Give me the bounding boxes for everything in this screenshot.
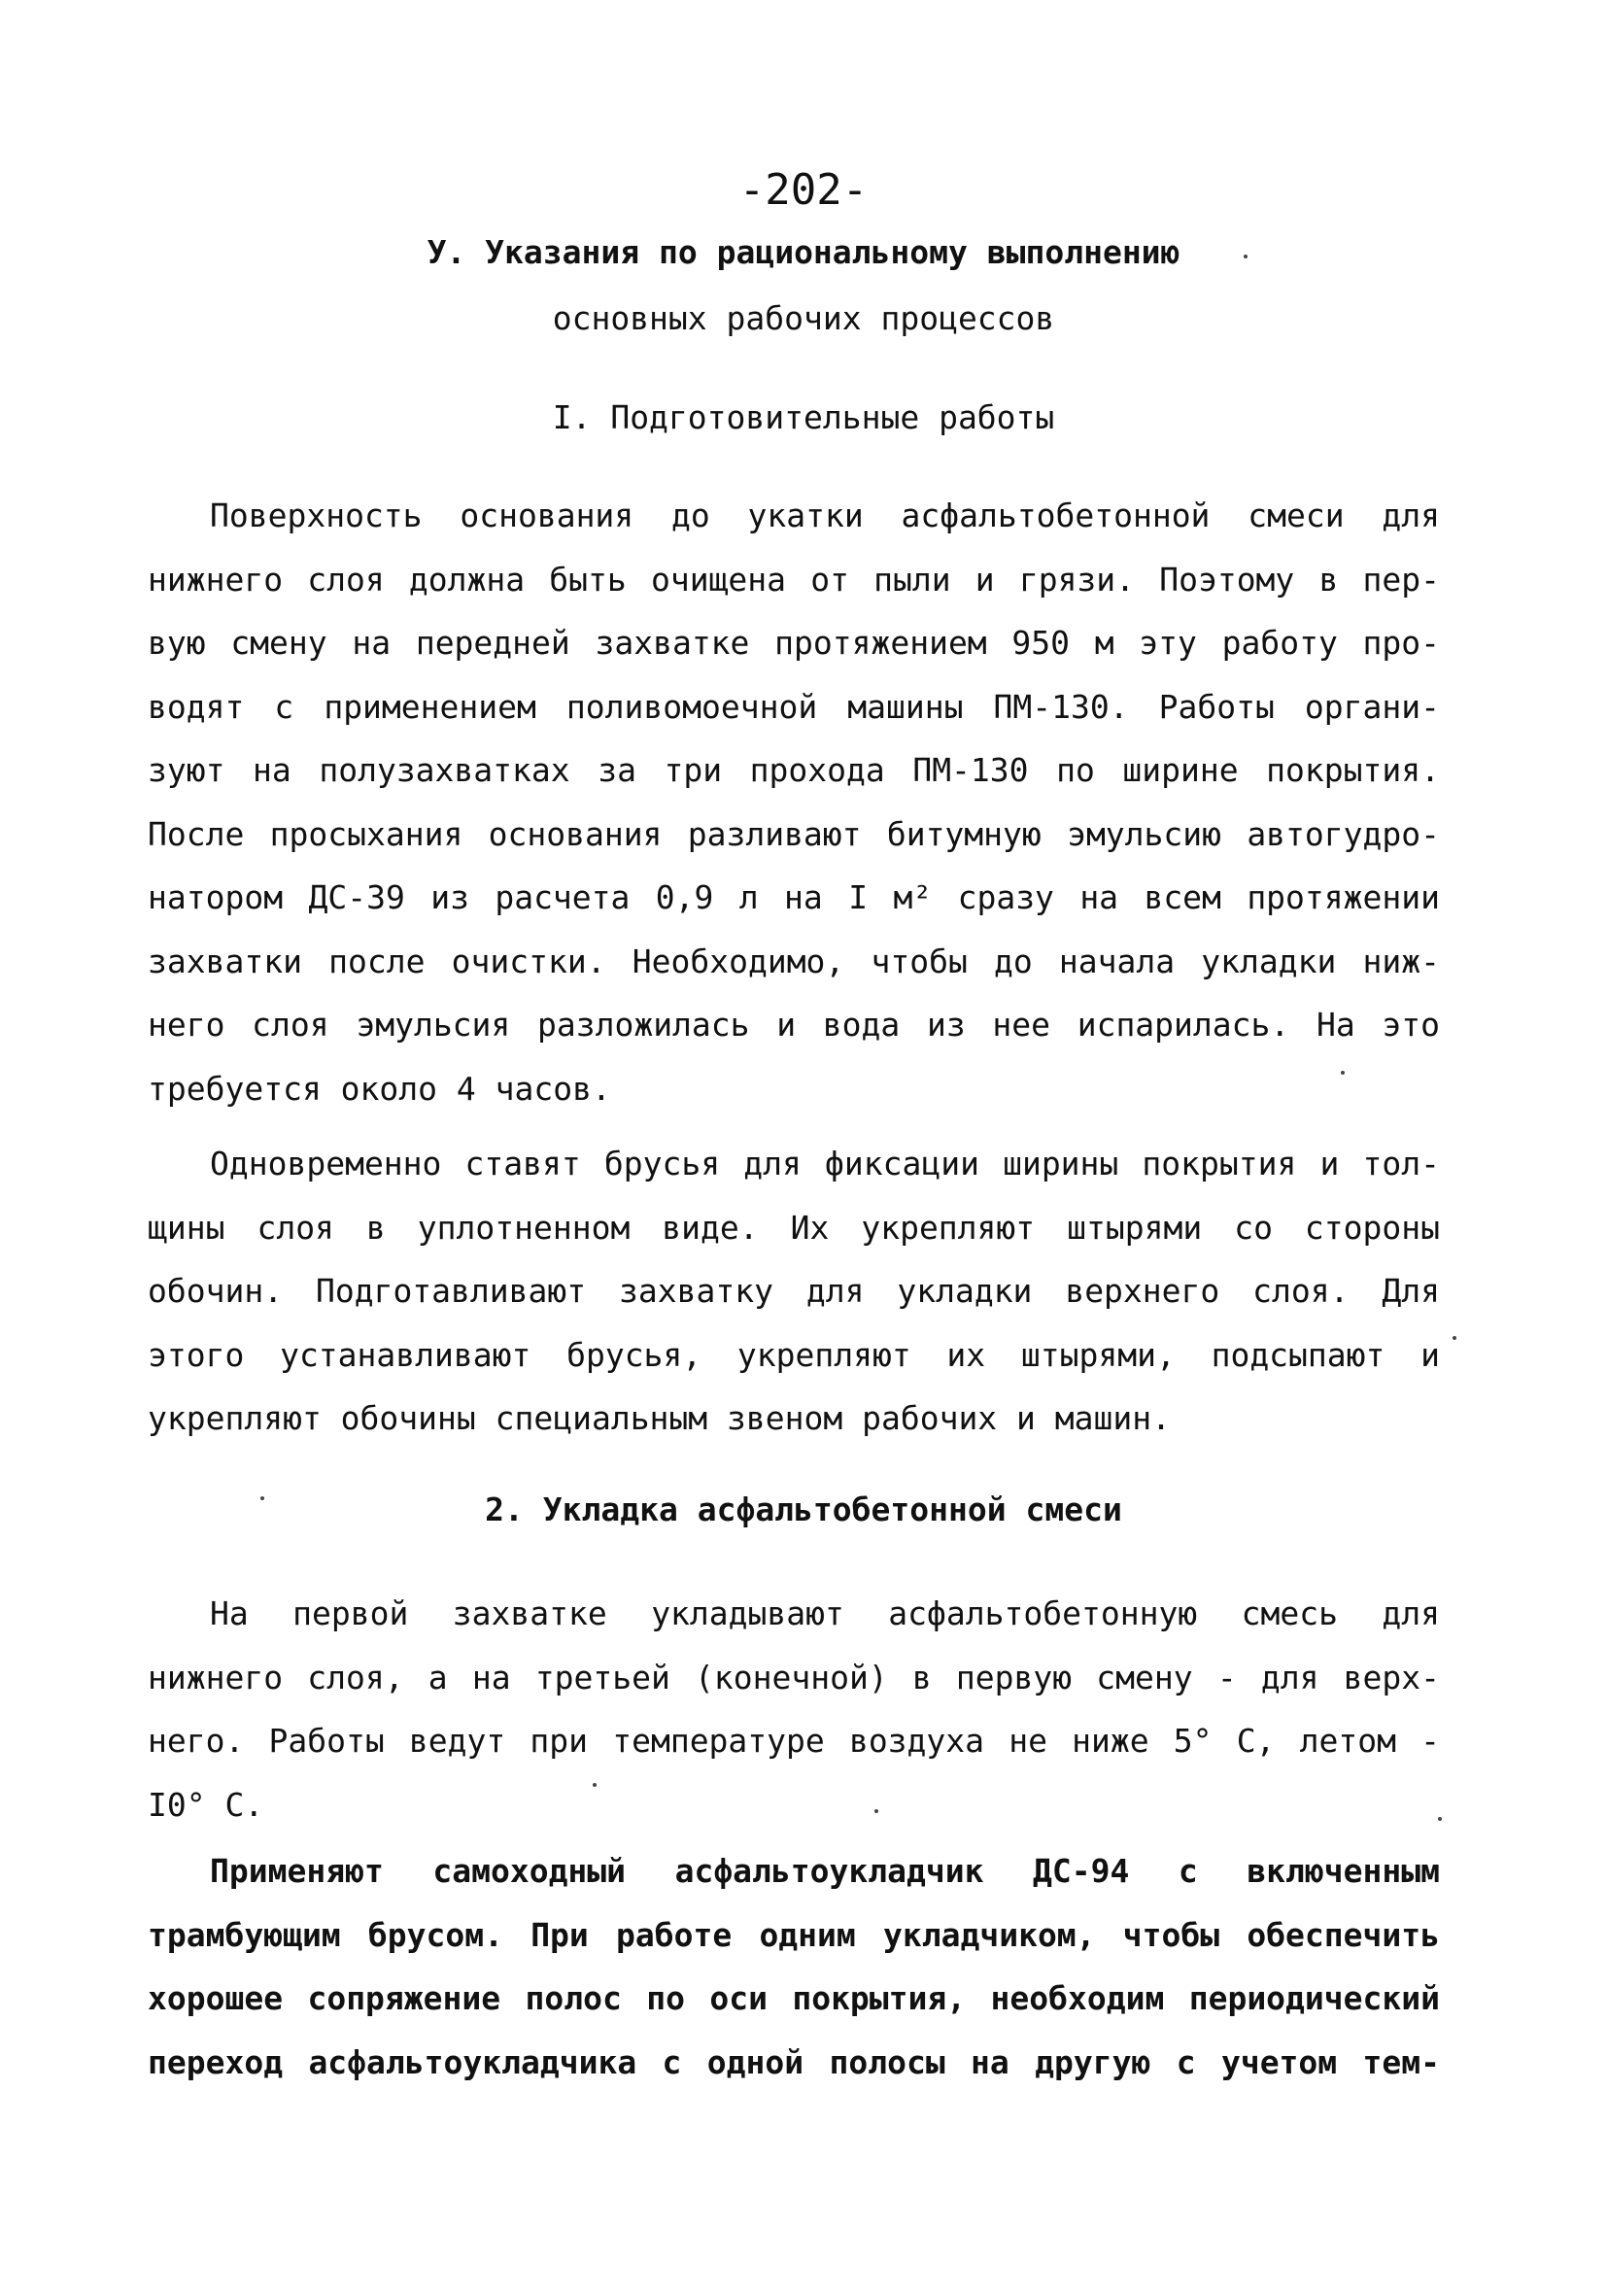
text-line: натором ДС-39 из расчета 0,9 л на I м² сразу на всем протяжении xyxy=(148,878,1440,916)
text-line: На первой захватке укладывают асфальтобетонную смесь для xyxy=(210,1594,1440,1632)
text-line: него. Работы ведут при температуре воздуха не ниже 5° С, летом - xyxy=(148,1722,1440,1760)
section-2-paragraph-1 xyxy=(148,1582,1440,1836)
scan-speck xyxy=(260,1496,264,1500)
text-line: После просыхания основания разливают битумную эмульсию автогудро- xyxy=(148,814,1440,853)
text-line: Одновременно ставят брусья для фиксации ширины покрытия и тол- xyxy=(210,1145,1440,1182)
scan-speck xyxy=(1438,1817,1442,1821)
section-2-title: 2. Укладка асфальтобетонной смеси xyxy=(485,1491,1122,1528)
text-line: зуют на полузахватках за три прохода ПМ-130 по ширине покрытия. xyxy=(148,751,1440,789)
chapter-heading-line-2: основных рабочих процессов xyxy=(552,299,1055,337)
text-line: Поверхность основания до укатки асфальтобетонной смеси для xyxy=(210,497,1440,534)
section-2-paragraph-2 xyxy=(148,1839,1440,2094)
scan-speck xyxy=(874,1809,878,1813)
text-line: захватки после очистки. Необходимо, чтобы до начала укладки ниж- xyxy=(148,942,1440,980)
text-line: этого устанавливают брусья, укрепляют их штырями, подсыпают и xyxy=(148,1335,1440,1374)
text-line: вую смену на передней захватке протяжением 950 м эту работу про- xyxy=(148,624,1440,662)
section-1-title: I. Подготовительные работы xyxy=(552,398,1055,436)
scan-speck xyxy=(593,1783,597,1787)
scan-speck xyxy=(1341,1071,1345,1075)
text-line: него слоя эмульсия разложилась и вода из нее испарилась. На это xyxy=(148,1006,1440,1044)
text-line: хорошее сопряжение полос по оси покрытия, необходим периодический xyxy=(148,1979,1440,2017)
text-line: трамбующим брусом. При работе одним укладчиком, чтобы обеспечить xyxy=(148,1915,1440,1954)
page-number: -202- xyxy=(738,165,869,215)
text-line: нижнего слоя, а на третьей (конечной) в первую смену - для верх- xyxy=(148,1658,1440,1696)
text-line: щины слоя в уплотненном виде. Их укрепляют штырями со стороны xyxy=(148,1208,1440,1247)
chapter-heading-line-1: У. Указания по рациональному выполнению xyxy=(427,233,1180,271)
section-1-paragraph-2 xyxy=(148,1132,1440,1451)
text-line: переход асфальтоукладчика с одной полосы на другую с учетом тем- xyxy=(148,2042,1440,2081)
text-line: укрепляют обочины специальным звеном рабочих и машин. xyxy=(148,1399,1171,1437)
text-line: обочин. Подготавливают захватку для укладки верхнего слоя. Для xyxy=(148,1272,1440,1310)
section-1-paragraph-1 xyxy=(148,484,1440,1120)
scan-speck xyxy=(1244,255,1248,258)
text-line: водят с применением поливомоечной машины ПМ-130. Работы органи- xyxy=(148,687,1440,726)
text-line: нижнего слоя должна быть очищена от пыли и грязи. Поэтому в пер- xyxy=(148,560,1440,599)
text-line: Применяют самоходный асфальтоукладчик ДС-94 с включенным xyxy=(210,1852,1440,1890)
text-line: требуется около 4 часов. xyxy=(148,1069,611,1108)
scan-speck xyxy=(1453,1336,1456,1340)
text-line: I0° С. xyxy=(148,1785,264,1824)
